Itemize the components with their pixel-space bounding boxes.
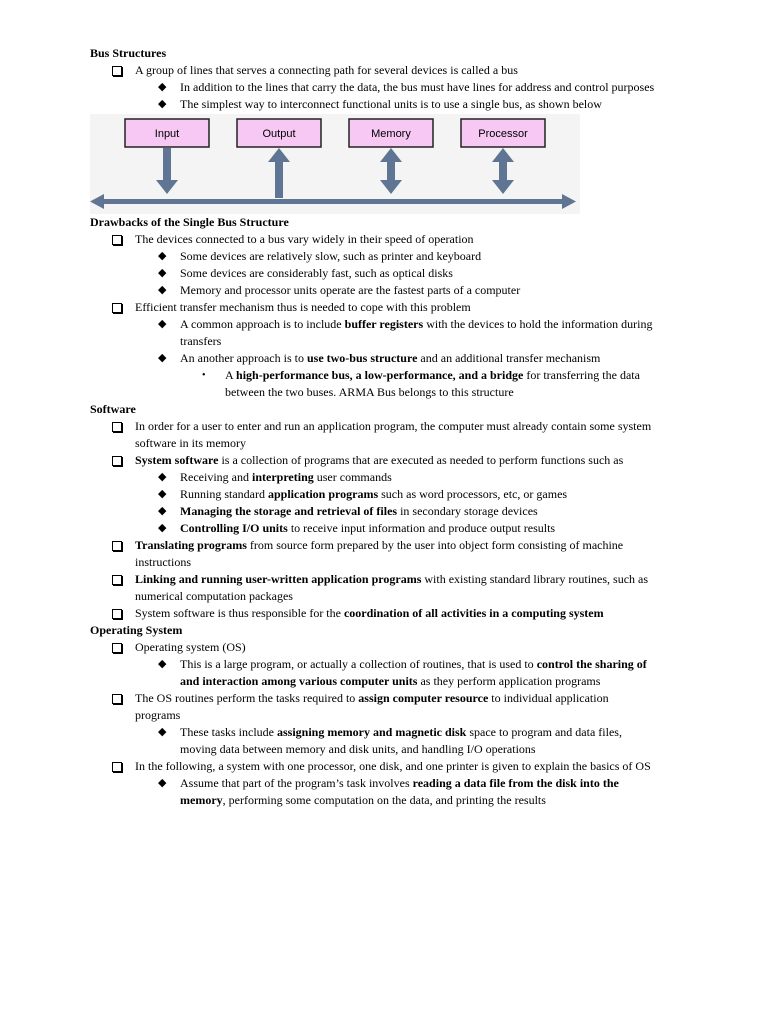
list-item-continuation: software in its memory (135, 436, 246, 450)
list-item: Efficient transfer mechanism thus is needed to cope with this problem (90, 299, 690, 316)
diamond-bullet-icon: ◆ (158, 488, 167, 500)
list-item: ◆ Assume that part of the program’s task involves reading a data file from the disk into the (158, 776, 619, 790)
list-item: • A high-performance bus, a low-performance, and a bridge for transferring the data (202, 368, 640, 382)
checkbox-bullet-icon (112, 694, 122, 704)
list-item: System software is thus responsible for the coordination of all activities in a computing system (90, 605, 690, 622)
list-item: In order for a user to enter and run an application program, the computer must already contain some system (90, 418, 690, 435)
single-bus-diagram (90, 114, 580, 214)
diamond-bullet-icon: ◆ (158, 471, 167, 483)
list-item: System software is a collection of programs that are executed as needed to perform functions such as (90, 452, 690, 469)
input-box-label: Input (154, 128, 180, 140)
diamond-bullet-icon: ◆ (158, 505, 167, 517)
list-item: ◆ Running standard application programs such as word processors, etc, or games (158, 487, 568, 501)
diamond-bullet-icon: ◆ (158, 267, 167, 279)
checkbox-bullet-icon (112, 643, 122, 653)
memory-box-label: Memory (371, 128, 411, 140)
list-item-continuation: between the two buses. ARMA Bus belongs to this structure (225, 385, 514, 399)
checkbox-bullet-icon (112, 762, 122, 772)
list-item: ◆ The simplest way to interconnect functional units is to use a single bus, as shown below (158, 97, 602, 111)
processor-box-label: Processor (478, 128, 528, 140)
list-item-continuation: numerical computation packages (135, 589, 293, 603)
section-heading-software: Software (90, 402, 136, 416)
checkbox-bullet-icon (112, 456, 122, 466)
section-heading-drawbacks: Drawbacks of the Single Bus Structure (90, 215, 289, 229)
list-item-continuation: moving data between memory and disk units, and handling I/O operations (180, 742, 536, 756)
list-item-continuation: instructions (135, 555, 191, 569)
diamond-bullet-icon: ◆ (158, 726, 167, 738)
section-heading-os: Operating System (90, 623, 183, 637)
list-item: ◆ Receiving and interpreting user commands (158, 470, 392, 484)
list-item-continuation: transfers (180, 334, 222, 348)
list-item: In the following, a system with one processor, one disk, and one printer is given to explain the basics of OS (90, 758, 690, 775)
list-item-continuation: and interaction among various computer units as they perform application programs (180, 674, 601, 688)
list-item: The devices connected to a bus vary widely in their speed of operation (90, 231, 690, 248)
list-item: ◆ A common approach is to include buffer registers with the devices to hold the information during (158, 317, 653, 331)
checkbox-bullet-icon (112, 575, 122, 585)
list-item-continuation: memory, performing some computation on the data, and printing the results (180, 793, 546, 807)
output-box-label: Output (262, 128, 296, 140)
diamond-bullet-icon: ◆ (158, 250, 167, 262)
list-item: ◆ These tasks include assigning memory and magnetic disk space to program and data files, (158, 725, 622, 739)
list-item: ◆ This is a large program, or actually a collection of routines, that is used to control the sharing of (158, 657, 647, 671)
diamond-bullet-icon: ◆ (158, 352, 167, 364)
diamond-bullet-icon: ◆ (158, 522, 167, 534)
section-heading-bus: Bus Structures (90, 46, 167, 60)
list-item: ◆ In addition to the lines that carry the data, the bus must have lines for address and control purposes (158, 80, 655, 94)
list-item: ◆ Memory and processor units operate are the fastest parts of a computer (158, 283, 521, 297)
list-item: Linking and running user-written application programs with existing standard library routines, such as (90, 571, 690, 588)
checkbox-bullet-icon (112, 235, 122, 245)
checkbox-bullet-icon (112, 541, 122, 551)
diamond-bullet-icon: ◆ (158, 658, 167, 670)
diamond-bullet-icon: ◆ (158, 284, 167, 296)
list-item: A group of lines that serves a connecting path for several devices is called a bus (90, 62, 690, 79)
diamond-bullet-icon: ◆ (158, 81, 167, 93)
checkbox-bullet-icon (112, 609, 122, 619)
checkbox-bullet-icon (112, 422, 122, 432)
checkbox-bullet-icon (112, 66, 122, 76)
list-item: ◆ An another approach is to use two-bus structure and an additional transfer mechanism (158, 351, 601, 365)
checkbox-bullet-icon (112, 303, 122, 313)
list-item: ◆ Controlling I/O units to receive input information and produce output results (158, 521, 556, 535)
diamond-bullet-icon: ◆ (158, 318, 167, 330)
list-item-continuation: programs (135, 708, 181, 722)
document-page (90, 45, 690, 809)
list-item: The OS routines perform the tasks required to assign computer resource to individual application (90, 690, 690, 707)
dot-bullet-icon: • (202, 370, 206, 381)
list-item: Translating programs from source form prepared by the user into object form consisting of machine (90, 537, 690, 554)
list-item: Operating system (OS) (90, 639, 690, 656)
diamond-bullet-icon: ◆ (158, 98, 167, 110)
list-item: ◆ Some devices are considerably fast, such as optical disks (158, 266, 453, 280)
list-item: ◆ Some devices are relatively slow, such as printer and keyboard (158, 249, 482, 263)
list-item: ◆ Managing the storage and retrieval of files in secondary storage devices (158, 504, 538, 518)
diamond-bullet-icon: ◆ (158, 777, 167, 789)
